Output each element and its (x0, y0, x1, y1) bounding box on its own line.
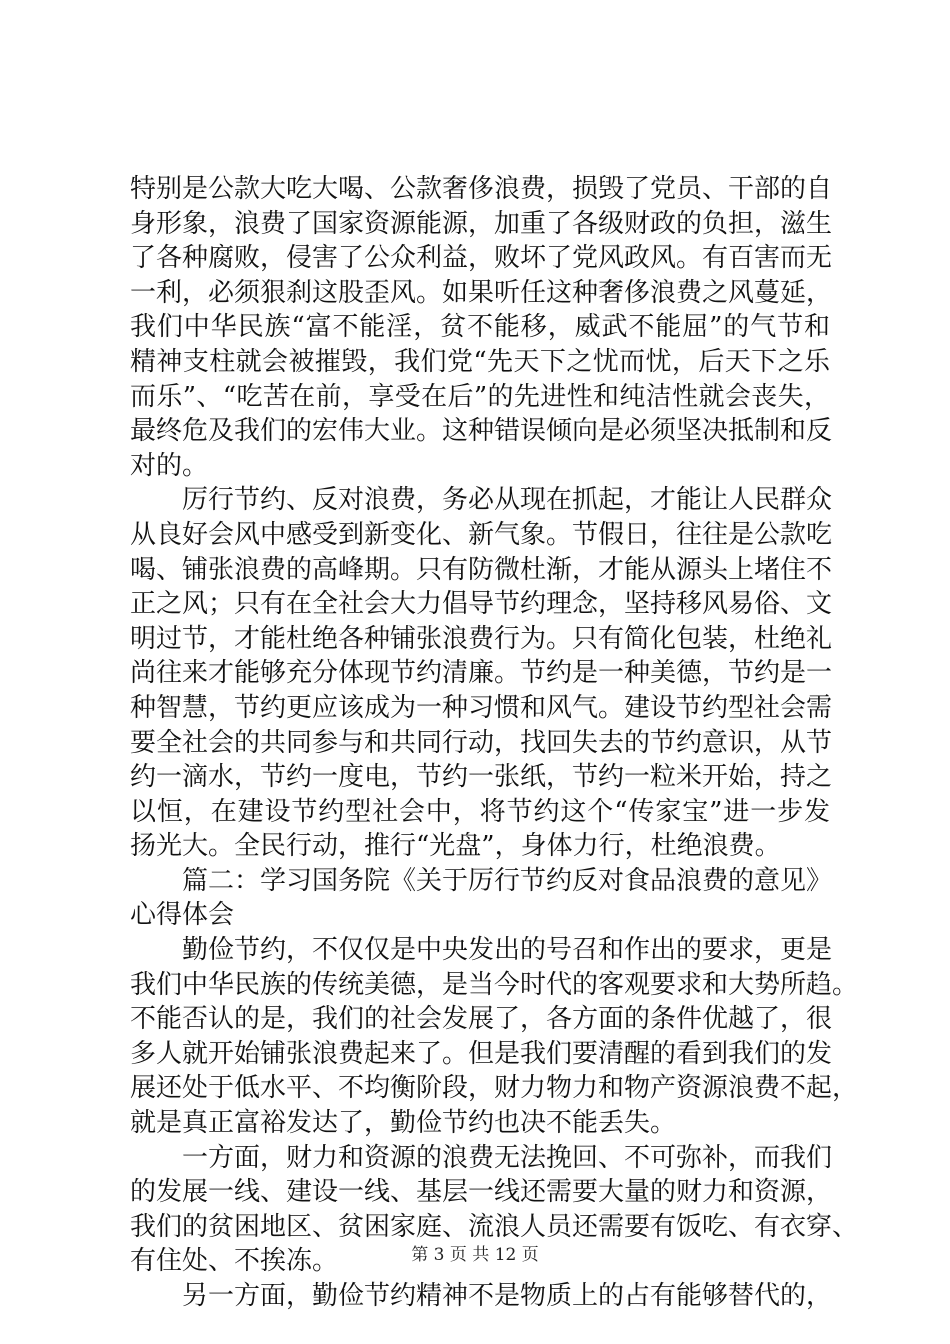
text-line: 精神支柱就会被摧毁，我们党“先天下之忧而忧，后天下之乐 (130, 346, 830, 377)
text-line: 约一滴水，节约一度电，节约一张纸，节约一粒米开始，持之 (130, 762, 833, 793)
text-line: 明过节，才能杜绝各种铺张浪费行为。只有简化包装，杜绝礼 (130, 623, 833, 654)
text-line: 篇二：学习国务院《关于厉行节约反对食品浪费的意见》 (182, 865, 833, 896)
text-line: 尚往来才能够充分体现节约清廉。节约是一种美德，节约是一 (130, 658, 833, 689)
text-line: 扬光大。全民行动，推行“光盘”，身体力行，杜绝浪费。 (130, 831, 781, 862)
document-body (130, 172, 859, 1314)
text-line: 有住处、不挨冻。 (130, 1246, 339, 1277)
text-line: 种智慧，节约更应该成为一种习惯和风气。建设节约型社会需 (130, 692, 833, 723)
text-line: 了各种腐败，侵害了公众利益，败坏了党风政风。有百害而无 (130, 243, 833, 274)
text-line: 心得体会 (130, 900, 235, 931)
text-line: 我们中华民族的传统美德，是当今时代的客观要求和大势所趋。 (130, 969, 859, 1000)
text-line: 勤俭节约，不仅仅是中央发出的号召和作出的要求，更是 (182, 935, 833, 966)
text-line: 的发展一线、建设一线、基层一线还需要大量的财力和资源， (130, 1177, 833, 1208)
text-line: 而乐”、“吃苦在前，享受在后”的先进性和纯洁性就会丧失， (130, 381, 830, 412)
text-line: 特别是公款大吃大喝、公款奢侈浪费，损毁了党员、干部的自 (130, 174, 833, 204)
text-line: 不能否认的是，我们的社会发展了，各方面的条件优越了，很 (130, 1004, 833, 1035)
text-line: 厉行节约、反对浪费，务必从现在抓起，才能让人民群众 (182, 485, 833, 516)
page-number-footer: 第 3 页 共 12 页 (411, 1245, 539, 1265)
text-line: 以恒，在建设节约型社会中，将节约这个“传家宝”进一步发 (130, 796, 830, 827)
text-line: 一利，必须狠刹这股歪风。如果听任这种奢侈浪费之风蔓延， (130, 277, 833, 308)
text-line: 正之风；只有在全社会大力倡导节约理念，坚持移风易俗、文 (130, 589, 833, 620)
text-line: 我们的贫困地区、贫困家庭、流浪人员还需要有饭吃、有衣穿、 (130, 1211, 859, 1242)
text-line: 身形象，浪费了国家资源能源，加重了各级财政的负担，滋生 (130, 208, 833, 239)
text-line: 另一方面，勤俭节约精神不是物质上的占有能够替代的， (182, 1281, 833, 1311)
text-line: 多人就开始铺张浪费起来了。但是我们要清醒的看到我们的发 (130, 1038, 833, 1069)
text-line: 对的。 (130, 450, 209, 481)
text-line: 从良好会风中感受到新变化、新气象。节假日，往往是公款吃 (130, 519, 833, 550)
text-line: 就是真正富裕发达了，勤俭节约也决不能丢失。 (130, 1108, 677, 1139)
text-line: 展还处于低水平、不均衡阶段，财力物力和物产资源浪费不起， (130, 1073, 859, 1104)
text-line: 我们中华民族“富不能淫，贫不能移，威武不能屈”的气节和 (130, 312, 830, 343)
text-line: 一方面，财力和资源的浪费无法挽回、不可弥补，而我们 (182, 1142, 833, 1173)
text-line: 喝、铺张浪费的高峰期。只有防微杜渐，才能从源头上堵住不 (130, 554, 833, 585)
text-line: 最终危及我们的宏伟大业。这种错误倾向是必须坚决抵制和反 (130, 416, 833, 447)
text-line: 要全社会的共同参与和共同行动，找回失去的节约意识，从节 (130, 727, 833, 758)
